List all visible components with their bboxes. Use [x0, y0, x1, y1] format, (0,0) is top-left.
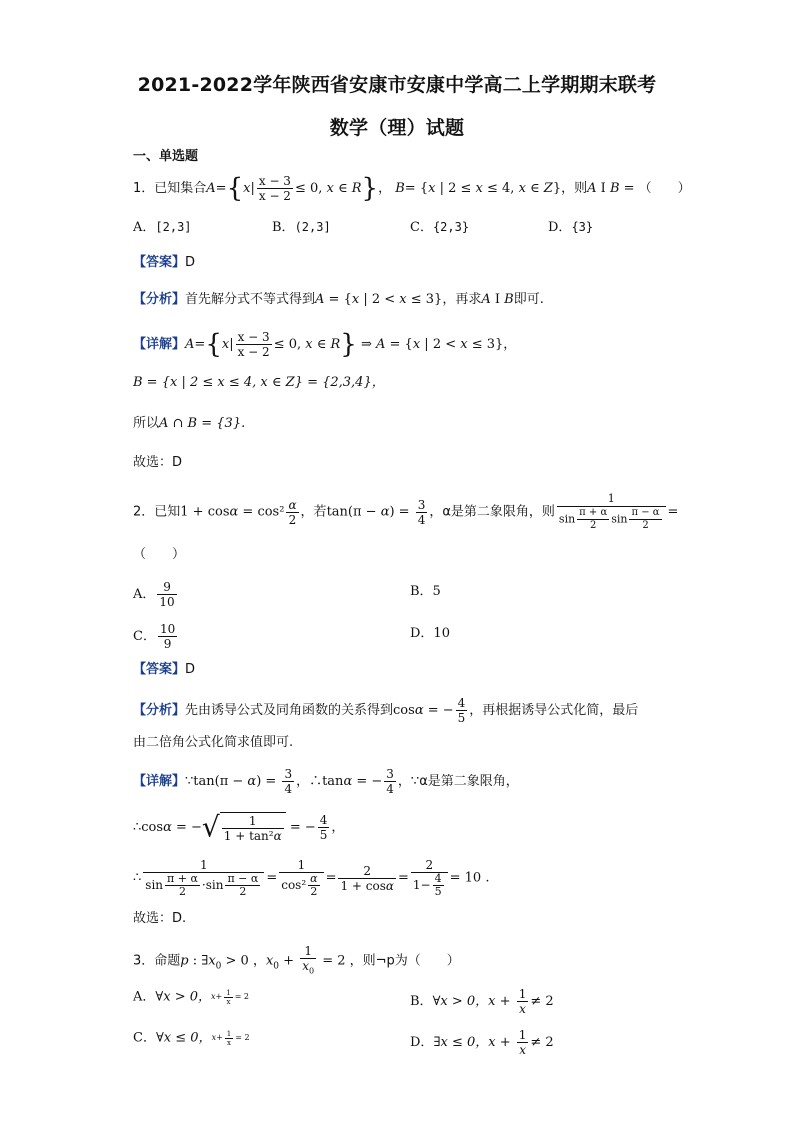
q2-option-b: B．5 — [410, 584, 441, 599]
q2-blank: （ ） — [133, 547, 186, 562]
q2-analysis: 【分析】先由诱导公式及同角函数的关系得到cosα = − $\frac{4}{5}$ ，再根据诱导公式化简，最后 — [133, 696, 639, 725]
q1-stem: 1．已知集合A={x| $\frac{x - 3}{x - 2}$ ≤ 0, x ∈ R}， B= {x | 2 ≤ x ≤ 4, x ∈ Z}，则A I B = （ ） — [133, 173, 691, 204]
q1-detail: 【详解】A={x| $\frac{x - 3}{x - 2}$ ≤ 0, x ∈ R} ⇒ A = {x | 2 < x ≤ 3}， — [133, 329, 517, 360]
q2-answer: 【答案】D — [133, 662, 196, 677]
q3-stem: 3．命题p : $\exists x_0 > 0$ ，$x_0$ + $\frac{1}{x_0}$ = 2 ，则¬p为（ ） — [133, 944, 460, 976]
q2-option-c: C． $\frac{10}{9}$ — [133, 622, 176, 651]
q1-option-a: A．[2,3] — [133, 220, 192, 235]
q2-option-a: A． $\frac{9}{10}$ — [133, 580, 175, 609]
q1-analysis: 【分析】首先解分式不等式得到A = {x | 2 < x ≤ 3}，再求A I B即可. — [133, 292, 544, 307]
q1-conclusion: 故选：D — [133, 455, 183, 470]
page-subtitle: 数学（理）试题 — [329, 117, 465, 139]
q1-option-c: C．{2,3} — [410, 220, 470, 235]
q2-detail: 【详解】∵tan(π − α) = $\frac{3}{4}$ ，∴tanα = − $\frac{3}{4}$ ，∵α是第二象限角， — [133, 767, 519, 796]
q2-stem: 2．已知1 + cosα = cos² $\frac{\alpha}{2}$ ，若tan(π − α) = $\frac{3}{4}$ ，α是第二象限角，则 1 sin $\frac{\pi + \alpha}{2}$ sin $\frac{\pi - \alpha}{2}$ = — [133, 492, 679, 531]
page-title: 2021-2022学年陕西省安康市安康中学高二上学期期末联考 — [137, 74, 657, 96]
q1-answer: 【答案】D — [133, 255, 196, 270]
q1-option-d: D．{3} — [548, 220, 594, 235]
q2-detail-result: ∴ 1 sin $\frac{\pi + \alpha}{2}$ ·sin $\frac{\pi - \alpha}{2}$ = 1 cos² $\frac{\alpha}{2}$ = $\frac{2}{1 + \cos\alpha}$ = 2 1− $\frac{4}{5}$ = 10 . — [133, 858, 490, 898]
q1-detail-so: 所以A ∩ B = {3}. — [133, 416, 246, 431]
q1-detail-b: B = {x | 2 ≤ x ≤ 4, x ∈ Z} = {2,3,4}， — [133, 375, 385, 390]
q3-option-a: A．∀x > 0，x+ $\frac{1}{x}$ = 2 — [133, 988, 250, 1006]
q3-option-d: D．∃x ≤ 0，x + $\frac{1}{x}$ ≠ 2 — [410, 1028, 554, 1057]
q2-detail-cos: ∴cosα = −√ $\frac{1}{\text{1 + tan²α}}$ = − $\frac{4}{5}$ ， — [133, 810, 345, 844]
q2-conclusion: 故选：D. — [133, 911, 187, 926]
q1-option-b: B．(2,3] — [272, 220, 331, 235]
q2-analysis-line2: 由二倍角公式化简求值即可. — [133, 735, 294, 750]
section-heading: 一、单选题 — [133, 149, 199, 164]
q2-option-d: D．10 — [410, 626, 450, 641]
q3-option-c: C．∀x ≤ 0，x+ $\frac{1}{x}$ = 2 — [133, 1029, 250, 1047]
q3-option-b: B．∀x > 0，x + $\frac{1}{x}$ ≠ 2 — [410, 987, 554, 1016]
